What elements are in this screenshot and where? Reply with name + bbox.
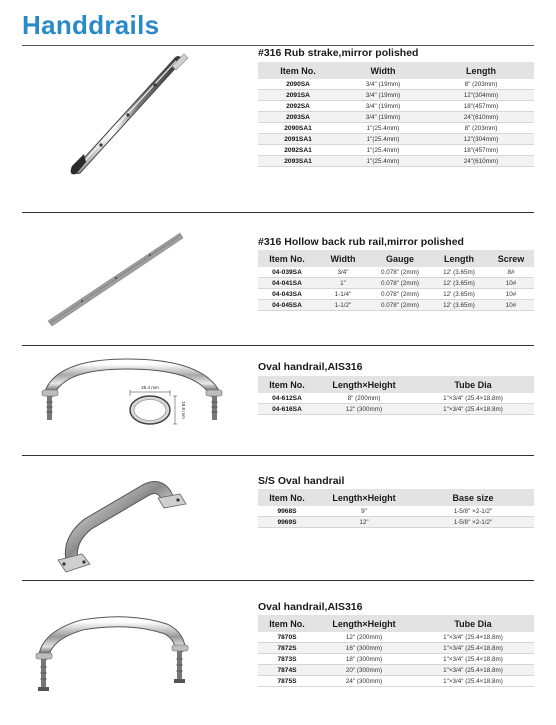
spec-cell: 18"(457mm) bbox=[428, 145, 534, 156]
table-body bbox=[258, 79, 534, 167]
table-body bbox=[258, 267, 534, 311]
spec-cell: 24"(610mm) bbox=[428, 156, 534, 167]
item-number-cell: 04-043SA bbox=[258, 289, 316, 300]
spec-cell: 3/4" bbox=[316, 267, 370, 278]
spec-cell: 1"×3/4" (25.4×18.8m) bbox=[412, 404, 534, 415]
ss-oval-handrail-spec-table bbox=[258, 489, 534, 528]
table-row bbox=[258, 404, 534, 415]
table-row bbox=[258, 665, 534, 676]
column-header: Item No. bbox=[258, 489, 316, 506]
spec-cell: 10# bbox=[488, 300, 534, 311]
section-heading: Oval handrail,AIS316 bbox=[258, 361, 363, 373]
section-divider bbox=[22, 580, 534, 581]
spec-cell: 1"×3/4" (25.4×18.8m) bbox=[412, 676, 534, 687]
hollow-rub-rail-spec-table bbox=[258, 250, 534, 311]
spec-cell: 1"×3/4" (25.4×18.8m) bbox=[412, 393, 534, 404]
item-number-cell: 7870S bbox=[258, 632, 316, 643]
section-heading: Oval handrail,AIS316 bbox=[258, 601, 363, 613]
table-row bbox=[258, 79, 534, 90]
screw-hole-icon bbox=[82, 560, 85, 563]
column-header: Item No. bbox=[258, 62, 338, 79]
table-header-row bbox=[258, 376, 534, 393]
spec-cell: 18"(457mm) bbox=[428, 101, 534, 112]
item-number-cell: 2091SA1 bbox=[258, 134, 338, 145]
item-number-cell: 7875S bbox=[258, 676, 316, 687]
section-heading: #316 Hollow back rub rail,mirror polished bbox=[258, 236, 464, 248]
item-number-cell: 04-612SA bbox=[258, 393, 316, 404]
table-row bbox=[258, 506, 534, 517]
spec-cell: 3/4" (19mm) bbox=[338, 79, 428, 90]
spec-cell: 3/4" (19mm) bbox=[338, 101, 428, 112]
column-header: Length×Height bbox=[316, 615, 412, 632]
spec-cell: 9" bbox=[316, 506, 412, 517]
item-number-cell: 7873S bbox=[258, 654, 316, 665]
table-row bbox=[258, 123, 534, 134]
spec-cell: 12" (300mm) bbox=[316, 404, 412, 415]
item-number-cell: 2093SA bbox=[258, 112, 338, 123]
spec-cell: 3/4" (19mm) bbox=[338, 112, 428, 123]
table-body bbox=[258, 632, 534, 687]
table-row bbox=[258, 393, 534, 404]
table-row bbox=[258, 643, 534, 654]
screw-hole-icon bbox=[99, 143, 102, 146]
spec-cell: 1-5/8" ×2-1/2" bbox=[412, 506, 534, 517]
item-number-cell: 04-041SA bbox=[258, 278, 316, 289]
oval-handrail-long-spec-table bbox=[258, 615, 534, 687]
item-number-cell: 2092SA bbox=[258, 101, 338, 112]
item-number-cell: 2091SA bbox=[258, 90, 338, 101]
spec-cell: 12"(304mm) bbox=[428, 134, 534, 145]
table-row bbox=[258, 134, 534, 145]
spec-cell: 12" bbox=[316, 517, 412, 528]
screw-hole-icon bbox=[153, 83, 156, 86]
spec-cell: 12' (3.65m) bbox=[430, 267, 488, 278]
column-header: Length bbox=[428, 62, 534, 79]
spec-cell: 1"×3/4" (25.4×18.8m) bbox=[412, 665, 534, 676]
column-header: Base size bbox=[412, 489, 534, 506]
rub-strake-image bbox=[60, 52, 200, 182]
spec-cell: 1"(25.4mm) bbox=[338, 123, 428, 134]
spec-cell: 1-1/2" bbox=[316, 300, 370, 311]
column-header: Item No. bbox=[258, 250, 316, 267]
ss-oval-handrail-image bbox=[50, 468, 190, 578]
column-header: Width bbox=[316, 250, 370, 267]
table-row bbox=[258, 101, 534, 112]
spec-cell: 8" (200mm) bbox=[316, 393, 412, 404]
table-row bbox=[258, 267, 534, 278]
spec-cell: 3/4" (19mm) bbox=[338, 90, 428, 101]
spec-cell: 18" (300mm) bbox=[316, 654, 412, 665]
item-number-cell: 04-045SA bbox=[258, 300, 316, 311]
screw-hole-icon bbox=[126, 113, 129, 116]
table-row bbox=[258, 676, 534, 687]
spec-cell: 12' (3.65m) bbox=[430, 278, 488, 289]
spec-cell: 0.078" (2mm) bbox=[370, 289, 430, 300]
screw-hole-icon bbox=[149, 254, 151, 256]
column-header: Item No. bbox=[258, 615, 316, 632]
table-row bbox=[258, 112, 534, 123]
item-number-cell: 9968S bbox=[258, 506, 316, 517]
table-row bbox=[258, 278, 534, 289]
column-header: Item No. bbox=[258, 376, 316, 393]
column-header: Tube Dia bbox=[412, 615, 534, 632]
table-body bbox=[258, 393, 534, 415]
column-header: Width bbox=[338, 62, 428, 79]
dimension-height-label: 18.8 mm bbox=[181, 401, 186, 419]
spec-cell: 0.078" (2mm) bbox=[370, 267, 430, 278]
item-number-cell: 2090SA bbox=[258, 79, 338, 90]
item-number-cell: 2090SA1 bbox=[258, 123, 338, 134]
table-row bbox=[258, 90, 534, 101]
oval-handrail-spec-table bbox=[258, 376, 534, 415]
table-header-row bbox=[258, 489, 534, 506]
spec-cell: 24"(610mm) bbox=[428, 112, 534, 123]
table-header-row bbox=[258, 250, 534, 267]
section-divider bbox=[22, 345, 534, 346]
column-header: Length bbox=[430, 250, 488, 267]
item-number-cell: 04-616SA bbox=[258, 404, 316, 415]
spec-cell: 8# bbox=[488, 267, 534, 278]
spec-cell: 10# bbox=[488, 278, 534, 289]
table-row bbox=[258, 300, 534, 311]
table-row bbox=[258, 156, 534, 167]
spec-cell: 16" (300mm) bbox=[316, 643, 412, 654]
spec-cell: 12"(304mm) bbox=[428, 90, 534, 101]
column-header: Tube Dia bbox=[412, 376, 534, 393]
spec-cell: 24" (300mm) bbox=[316, 676, 412, 687]
tube-cross-section-diagram bbox=[130, 385, 186, 424]
spec-cell: 1"(25.4mm) bbox=[338, 134, 428, 145]
table-header-row bbox=[258, 62, 534, 79]
spec-cell: 1"(25.4mm) bbox=[338, 156, 428, 167]
screw-hole-icon bbox=[62, 562, 65, 565]
column-header: Gauge bbox=[370, 250, 430, 267]
spec-cell: 10# bbox=[488, 289, 534, 300]
hollow-rub-rail-image bbox=[40, 225, 190, 335]
item-number-cell: 7874S bbox=[258, 665, 316, 676]
table-row bbox=[258, 145, 534, 156]
spec-cell: 12" (200mm) bbox=[316, 632, 412, 643]
spec-cell: 1"×3/4" (25.4×18.8m) bbox=[412, 643, 534, 654]
spec-cell: 8" (203mm) bbox=[428, 123, 534, 134]
oval-handrail-image bbox=[32, 352, 242, 442]
section-heading: S/S Oval handrail bbox=[258, 475, 345, 487]
title-rule bbox=[22, 45, 534, 46]
section-heading: #316 Rub strake,mirror polished bbox=[258, 47, 419, 59]
spec-cell: 1"×3/4" (25.4×18.8m) bbox=[412, 654, 534, 665]
column-header: Screw bbox=[488, 250, 534, 267]
screw-hole-icon bbox=[81, 300, 83, 302]
spec-cell: 20" (300mm) bbox=[316, 665, 412, 676]
spec-cell: 12' (3.65m) bbox=[430, 300, 488, 311]
spec-cell: 1"×3/4" (25.4×18.8m) bbox=[412, 632, 534, 643]
section-divider bbox=[22, 455, 534, 456]
spec-cell: 12' (3.65m) bbox=[430, 289, 488, 300]
item-number-cell: 2093SA1 bbox=[258, 156, 338, 167]
table-row bbox=[258, 517, 534, 528]
column-header: Length×Height bbox=[316, 376, 412, 393]
section-divider bbox=[22, 212, 534, 213]
spec-cell: 8" (203mm) bbox=[428, 79, 534, 90]
spec-cell: 0.078" (2mm) bbox=[370, 300, 430, 311]
table-row bbox=[258, 632, 534, 643]
spec-cell: 1-1/4" bbox=[316, 289, 370, 300]
page-title: Handdrails bbox=[22, 10, 160, 40]
dimension-width-label: 25.4 mm bbox=[141, 385, 159, 390]
item-number-cell: 7872S bbox=[258, 643, 316, 654]
spec-cell: 1-5/8" ×2-1/2" bbox=[412, 517, 534, 528]
oval-handrail-long-image bbox=[30, 595, 210, 715]
spec-cell: 1" bbox=[316, 278, 370, 289]
table-header-row bbox=[258, 615, 534, 632]
rub-strake-spec-table bbox=[258, 62, 534, 167]
item-number-cell: 2092SA1 bbox=[258, 145, 338, 156]
column-header: Length×Height bbox=[316, 489, 412, 506]
screw-hole-icon bbox=[176, 498, 179, 501]
item-number-cell: 04-039SA bbox=[258, 267, 316, 278]
table-row bbox=[258, 654, 534, 665]
spec-cell: 1"(25.4mm) bbox=[338, 145, 428, 156]
screw-hole-icon bbox=[115, 277, 117, 279]
table-row bbox=[258, 289, 534, 300]
item-number-cell: 9969S bbox=[258, 517, 316, 528]
table-body bbox=[258, 506, 534, 528]
spec-cell: 0.078" (2mm) bbox=[370, 278, 430, 289]
